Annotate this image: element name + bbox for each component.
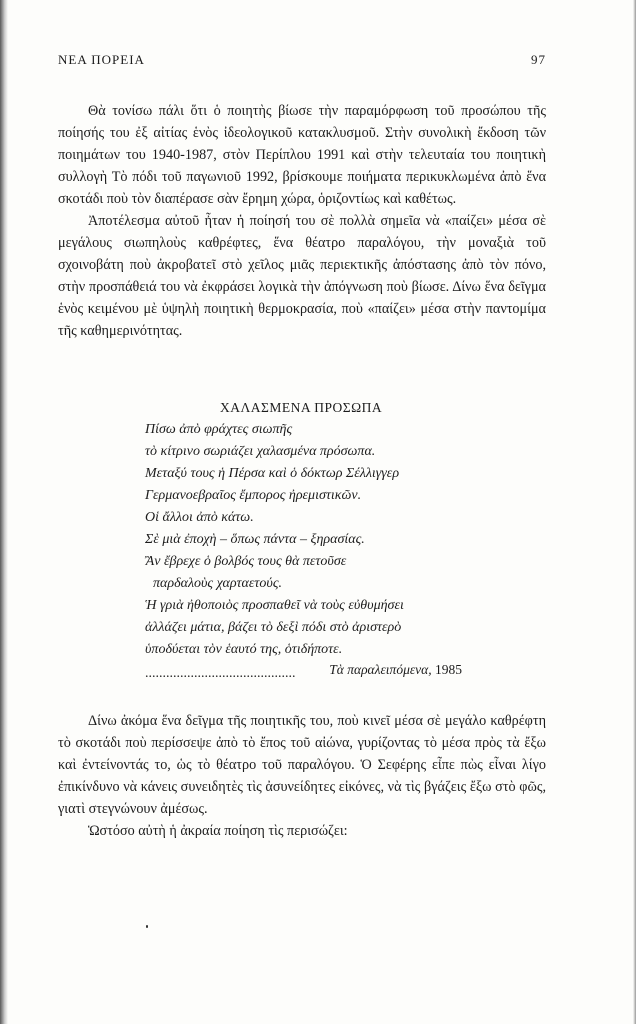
poem-line: Ἡ γριὰ ἠθοποιὸς προσπαθεῖ νὰ τοὺς εὐθυμήσει: [145, 598, 404, 613]
running-header: [58, 52, 546, 68]
poem-line: ἀλλάζει μάτια, βάζει τὸ δεξὶ πόδι στὸ ἀριστερὸ: [145, 620, 402, 635]
poem-line: τὸ κίτρινο σωριάζει χαλασμένα πρόσωπα.: [145, 444, 376, 459]
poem-line: Οἱ ἄλλοι ἀπὸ κάτω.: [145, 510, 254, 525]
poem-line: Μεταξύ τους ἡ Πέρσα καὶ ὁ δόκτωρ Σέλλιγγερ: [145, 466, 400, 481]
poem-source: [300, 662, 462, 678]
ink-speck: [146, 925, 148, 928]
paragraph: Δίνω ἀκόμα ἕνα δεῖγμα τῆς ποιητικῆς του, ποὺ κινεῖ μέσα σὲ μεγάλο καθρέφτη τὸ σκοτάδι ποὺ περίσσεψε ἀπὸ τὸ ἔπος τοῦ αἰώνα, γυρίζοντας τὸ μέσα πρὸς τὰ ἔξω καὶ ἐντείνοντάς το, ὡς τὸ θέατρο τοῦ παραλόγου. Ὁ Σεφέρης εἶπε πὼς εἶναι λίγο ἐπικίνδυνο νὰ κάνεις συνειδητὲς τὶς ἀσυνείδητες εἰκόνες, νὰ τὶς βγάζεις ἔξω στὸ φῶς, γιατὶ στεγνώνουν ἀμέσως.: [58, 713, 546, 817]
poem-ellipsis: ...........................................: [145, 666, 296, 681]
poem-line: Πίσω ἀπὸ φράχτες σιωπῆς: [145, 422, 293, 437]
source-title: Τὰ παραλειπόμενα,: [329, 662, 432, 677]
paragraph: Ὡστόσο αὐτὴ ἡ ἀκραία ποίηση τὶς περισώζει:: [88, 823, 348, 839]
poem-line: Ἂν ἔβρεχε ὁ βολβός τους θὰ πετοῦσε: [145, 554, 347, 569]
body-text-bottom: [58, 710, 546, 842]
source-year: 1985: [435, 662, 462, 677]
running-title: ΝΕΑ ΠΟΡΕΙΑ: [58, 52, 145, 67]
poem: [145, 397, 475, 685]
body-text-top: [58, 100, 546, 342]
poem-line: παρδαλοὺς χαρταετούς.: [153, 576, 283, 591]
poem-title: ΧΑΛΑΣΜΕΝΑ ΠΡΟΣΩΠΑ: [220, 400, 383, 415]
poem-line: ὑποδύεται τὸν ἑαυτό της, ὁτιδήποτε.: [145, 642, 343, 657]
paragraph: Ἀποτέλεσμα αὐτοῦ ἦταν ἡ ποίησή του σὲ πολλὰ σημεῖα νὰ «παίζει» μέσα σὲ μεγάλους σιωπηλοὺς καθρέφτες, ἕνα θέατρο παραλόγου, τὴν μοναξιὰ τοῦ σχοινοβάτη ποὺ ἀκροβατεῖ στὸ χεῖλος μιᾶς περιεκτικῆς ἀπόστασης ἀπὸ τὸν πόνο, στὴν προσπάθειά του νὰ ἐκφράσει λογικὰ τὴν ἀπόγνωση ποὺ βίωσε. Δίνω ἕνα δεῖγμα ἑνὸς κειμένου μὲ ὑψηλὴ ποιητικὴ θερμοκρασία, ποὺ «παίζει» μέσα στὴν παντομίμα τῆς καθημερινότητας.: [58, 213, 546, 339]
poem-line: Σὲ μιὰ ἐποχὴ – ὅπως πάντα – ξηρασίας.: [145, 532, 365, 547]
page-number: 97: [531, 52, 546, 67]
page-binding-edge: [0, 0, 8, 1024]
paragraph: Θὰ τονίσω πάλι ὅτι ὁ ποιητὴς βίωσε τὴν παραμόρφωση τοῦ προσώπου τῆς ποίησής του ἐξ αἰτίας ἑνὸς ἰδεολογικοῦ κατακλυσμοῦ. Στὴν συνολικὴ ἔκδοση τῶν ποιημάτων του 1940-1987, στὸν Περίπλου 1991 καὶ στὴν τελευταία του ποιητικὴ συλλογὴ Τὸ πόδι τοῦ παγωνιοῦ 1992, βρίσκουμε ποιήματα περικυκλωμένα ἀπὸ ἕνα σκοτάδι ποὺ τὸν διαπέρασε σὰν ἔρημη χώρα, ὁριζοντίως καὶ καθέτως.: [58, 103, 546, 207]
poem-line: Γερμανοεβραῖος ἔμπορος ἠρεμιστικῶν.: [145, 488, 362, 503]
